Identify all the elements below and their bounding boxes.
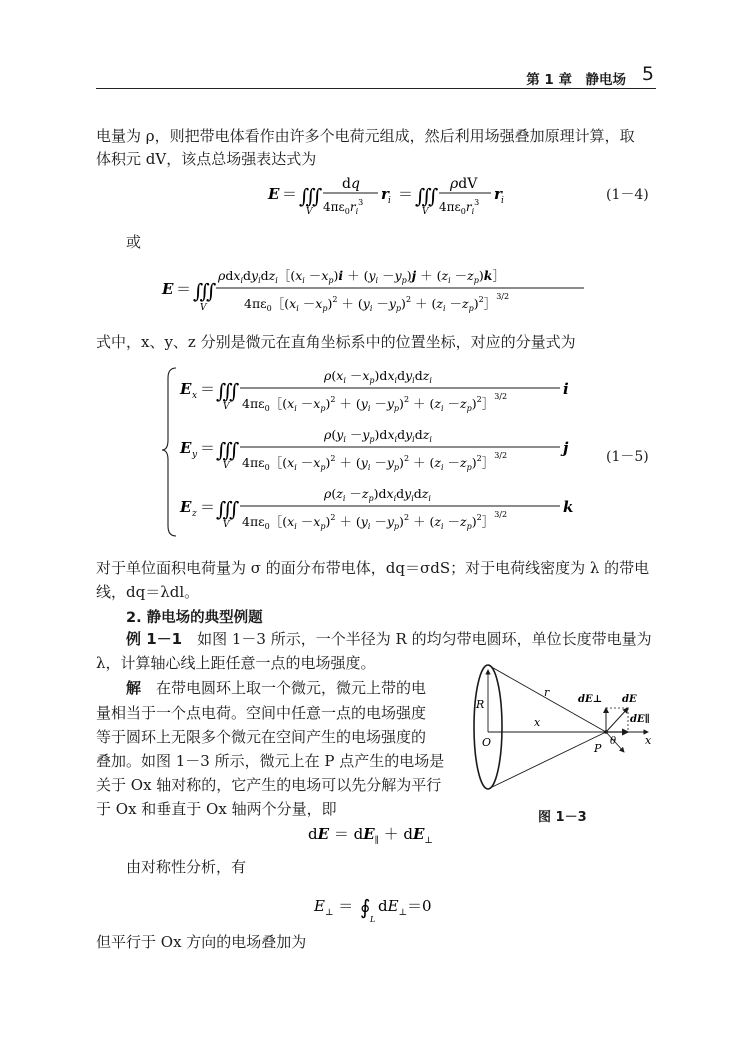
svg-text:E: E bbox=[180, 439, 192, 457]
or-text: 或 bbox=[126, 233, 142, 251]
label-O: O bbox=[482, 736, 492, 749]
point-P bbox=[604, 730, 608, 734]
solution-text-1: 在带电圆环上取一个微元，微元上带的电 bbox=[141, 679, 427, 697]
svg-text:＝: ＝ bbox=[200, 439, 216, 457]
svg-text:L: L bbox=[370, 915, 376, 924]
svg-text:∭: ∭ bbox=[299, 184, 323, 208]
svg-text:∭: ∭ bbox=[415, 184, 439, 208]
svg-text:k: k bbox=[563, 498, 574, 516]
example-text-1: 如图 1－3 所示，一个半径为 R 的均匀带电圆环，单位长度带电量为 bbox=[182, 630, 652, 648]
svg-text:V: V bbox=[223, 402, 230, 412]
svg-text:V: V bbox=[223, 461, 230, 471]
symmetry-text: 由对称性分析，有 bbox=[126, 858, 247, 876]
example-line1 bbox=[126, 627, 652, 651]
svg-text:dE⊥＝0: $dE_\perp=0$ bbox=[378, 897, 432, 918]
svg-text:ρ(yi －yp)dxidyidzi: $\rho(y_i -y_p)dx_idy_idz_i$ bbox=[324, 427, 432, 444]
svg-text:ρdV: ρdV bbox=[450, 176, 478, 192]
label-dE: dE bbox=[622, 694, 637, 705]
label-P: P bbox=[594, 742, 602, 755]
equation-dE-decomposition bbox=[306, 820, 456, 848]
section-title: 2. 静电场的典型例题 bbox=[126, 610, 263, 626]
page-number: 5 bbox=[641, 63, 654, 85]
svg-text:4πε0ri3: $4\pi\varepsilon_0r_i^3$ bbox=[439, 198, 480, 216]
svg-text:4πε0ri3: $4\pi\varepsilon_0r_i^3$ bbox=[323, 198, 364, 216]
svg-text:＝: ＝ bbox=[398, 185, 414, 203]
svg-text:dE ＝ dE∥ ＋ dE⊥: dE ＝ $dE_\parallel + dE_\perp$ bbox=[308, 825, 433, 846]
solution-line6: 于 Ox 和垂直于 Ox 轴两个分量，即 bbox=[96, 800, 337, 818]
svg-text:＝: ＝ bbox=[176, 280, 192, 298]
page-header bbox=[96, 62, 656, 89]
svg-text:∮: ∮ bbox=[360, 895, 371, 919]
cone-line-bottom bbox=[488, 732, 606, 789]
solution-line2: 量相当于一个点电荷。空间中任意一点的电场强度 bbox=[96, 704, 427, 722]
equation-Ex bbox=[179, 368, 569, 413]
svg-text:E: E bbox=[162, 280, 174, 298]
label-dE-perp: dE⊥ bbox=[578, 694, 603, 705]
example-label: 例 1－1 bbox=[126, 630, 183, 648]
figure-1-3 bbox=[462, 660, 658, 800]
svg-text:V: V bbox=[223, 520, 230, 530]
svg-text:i: i bbox=[388, 196, 391, 206]
svg-text:∭: ∭ bbox=[216, 497, 240, 521]
svg-text:＝: ＝ bbox=[282, 185, 298, 203]
svg-text:x: x bbox=[192, 391, 198, 401]
solution-line3: 等于圆环上无限多个微元在空间产生的电场强度的 bbox=[96, 728, 427, 746]
para3-line1: 对于单位面积电荷量为 σ 的面分布带电体，dq＝σdS；对于电荷线密度为 λ 的带电 bbox=[96, 559, 650, 577]
solution-label: 解 bbox=[126, 679, 142, 697]
vector-equation bbox=[160, 258, 590, 320]
svg-text:4πε0［(xi －xp)2 ＋ (yi －yp)2 ＋ (: $4\pi\varepsilon_0[(x_i -x_p)^2 + (y_i -y_p)^2 + (z_i$ $-z_p)^2]^{3/2}$ bbox=[244, 292, 510, 313]
final-text: 但平行于 Ox 方向的电场叠加为 bbox=[96, 933, 307, 951]
svg-text:E: E bbox=[180, 380, 192, 398]
svg-text:E: E bbox=[268, 185, 280, 203]
equation-1-5 bbox=[160, 362, 590, 542]
example-line2: λ，计算轴心线上距任意一点的电场强度。 bbox=[96, 654, 376, 672]
svg-text:E⊥ ＝: $E_\perp$ ＝ bbox=[314, 897, 354, 918]
equation-Ez bbox=[179, 486, 573, 531]
svg-text:dq: dq bbox=[342, 176, 360, 192]
svg-text:i: i bbox=[501, 196, 504, 206]
svg-text:V: V bbox=[200, 303, 207, 313]
svg-text:V: V bbox=[422, 207, 429, 217]
svg-text:4πε0［(xi －xp)2 ＋ (yi －yp)2 ＋ (: $4\pi\varepsilon_0[(x_i -x_p)^2 + (y_i -y_p)^2 + (z_i$ $-z_p)^2]^{3/2}$ bbox=[242, 451, 508, 472]
svg-text:j: j bbox=[563, 439, 569, 457]
label-theta: θ bbox=[610, 736, 617, 747]
equation-E-perp bbox=[312, 890, 452, 926]
chapter-title: 第 1 章 静电场 bbox=[526, 72, 626, 88]
solution-line5: 关于 Ox 轴对称的，它产生的电场可以先分解为平行 bbox=[96, 776, 442, 794]
label-x: x bbox=[534, 716, 541, 729]
svg-text:ρ(xi －xp)dxidyidzi: $\rho(x_i -x_p)dx_idy_idz_i$ bbox=[324, 368, 432, 385]
para1-line1: 电量为 ρ，则把带电体看作由许多个电荷元组成，然后利用场强叠加原理计算，取 bbox=[96, 127, 635, 145]
svg-text:∭: ∭ bbox=[193, 279, 217, 303]
svg-text:4πε0［(xi －xp)2 ＋ (yi －yp)2 ＋ (: $4\pi\varepsilon_0[(x_i -x_p)^2 + (y_i -y_p)^2 + (z_i$ $-z_p)^2]^{3/2}$ bbox=[242, 510, 508, 531]
svg-text:＝: ＝ bbox=[200, 380, 216, 398]
svg-text:∭: ∭ bbox=[216, 379, 240, 403]
svg-text:r: r bbox=[494, 185, 502, 203]
solution-line4: 叠加。如图 1－3 所示，微元上在 P 点产生的电场是 bbox=[96, 752, 445, 770]
para2-line1: 式中，x、y、z 分别是微元在直角坐标系中的位置坐标，对应的分量式为 bbox=[96, 333, 576, 351]
figure-caption: 图 1－3 bbox=[538, 810, 587, 825]
svg-text:i: i bbox=[563, 380, 569, 398]
svg-text:y: y bbox=[192, 450, 198, 460]
svg-text:＝: ＝ bbox=[200, 498, 216, 516]
dE-arrow bbox=[606, 708, 628, 732]
equation-number-1-4: (1－4) bbox=[606, 187, 649, 203]
label-dE-par: dE∥ bbox=[630, 714, 650, 725]
svg-text:∭: ∭ bbox=[216, 438, 240, 462]
svg-text:4πε0［(xi －xp)2 ＋ (yi －yp)2 ＋ (: $4\pi\varepsilon_0[(x_i -x_p)^2 + (y_i -y_p)^2 + (z_i$ $-z_p)^2]^{3/2}$ bbox=[242, 392, 508, 413]
svg-text:z: z bbox=[192, 509, 197, 519]
solution-line1 bbox=[126, 676, 426, 700]
label-r: r bbox=[544, 686, 550, 699]
equation-1-4-tail bbox=[437, 168, 517, 220]
svg-text:V: V bbox=[306, 207, 313, 217]
svg-text:r: r bbox=[381, 185, 389, 203]
label-axis: x bbox=[645, 734, 652, 747]
svg-text:E: E bbox=[180, 498, 192, 516]
label-R: R bbox=[476, 698, 485, 711]
para3-line2: 线，dq＝λdl。 bbox=[96, 583, 200, 601]
para1-line2: 体积元 dV，该点总场强表达式为 bbox=[96, 150, 317, 168]
equation-Ey bbox=[179, 427, 569, 472]
svg-text:ρdxidyidzi［(xi －xp)i ＋ (yi －yp: $\rho dx_idy_idz_i[(x_i -x_p)i + (y_i -y_p)j + (z_i$ $-z_p)k]$ bbox=[218, 268, 505, 285]
equation-number-1-5: (1－5) bbox=[606, 449, 649, 465]
svg-text:ρ(zi －zp)dxidyidzi: $\rho(z_i -z_p)dx_idy_idz_i$ bbox=[324, 486, 431, 503]
